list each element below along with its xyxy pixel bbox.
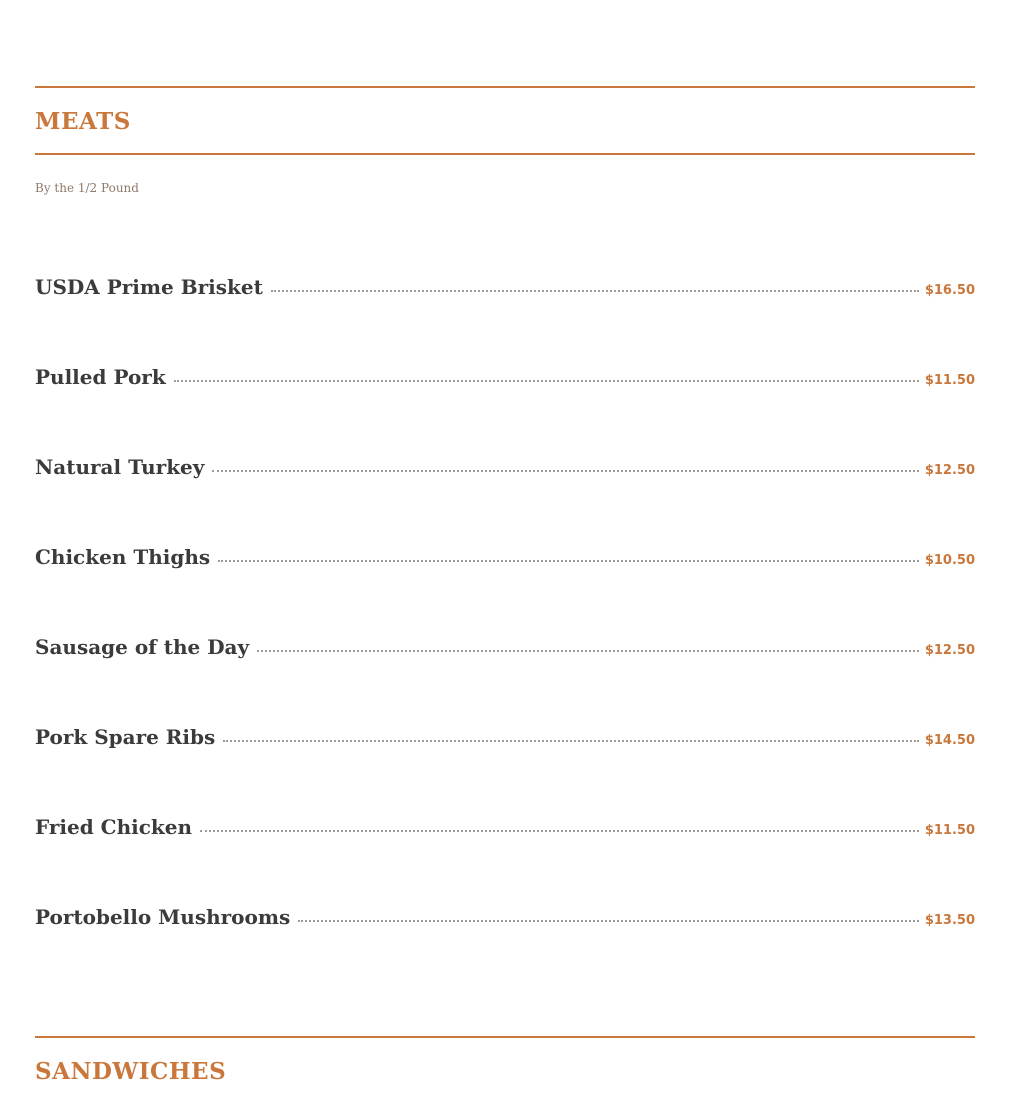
item-price: $10.50 [924,553,975,568]
item-name: Portobello Mushrooms [35,905,291,929]
menu-item [35,725,975,815]
menu-item [35,905,975,995]
item-price: $12.50 [924,463,975,478]
dot-leader [200,830,919,832]
section-subtitle: By the 1/2 Pound [35,181,139,195]
item-name: Fried Chicken [35,815,193,839]
item-price: $13.50 [924,913,975,928]
dot-leader [212,470,918,472]
item-price: $12.50 [924,643,975,658]
item-name: Pork Spare Ribs [35,725,216,749]
menu-item [35,455,975,545]
section-top-rule [35,86,975,88]
menu-item [35,635,975,725]
sandwiches-section [35,1036,975,1085]
menu-item [35,365,975,455]
item-price: $16.50 [924,283,975,298]
dot-leader [257,650,919,652]
item-price: $11.50 [924,373,975,388]
meats-menu-list [35,275,975,995]
item-name: Pulled Pork [35,365,166,389]
section-bottom-rule [35,153,975,155]
dot-leader [271,290,919,292]
dot-leader [298,920,919,922]
menu-item [35,275,975,365]
section-title: SANDWICHES [35,1058,227,1085]
item-name: Sausage of the Day [35,635,250,659]
menu-item [35,815,975,905]
section-title: MEATS [35,108,131,135]
dot-leader [174,380,919,382]
item-price: $11.50 [924,823,975,838]
section-top-rule [35,1036,975,1038]
dot-leader [223,740,919,742]
item-name: USDA Prime Brisket [35,275,263,299]
item-name: Chicken Thighs [35,545,211,569]
item-name: Natural Turkey [35,455,205,479]
dot-leader [218,560,919,562]
item-price: $14.50 [924,733,975,748]
menu-item [35,545,975,635]
meats-section [35,86,975,195]
